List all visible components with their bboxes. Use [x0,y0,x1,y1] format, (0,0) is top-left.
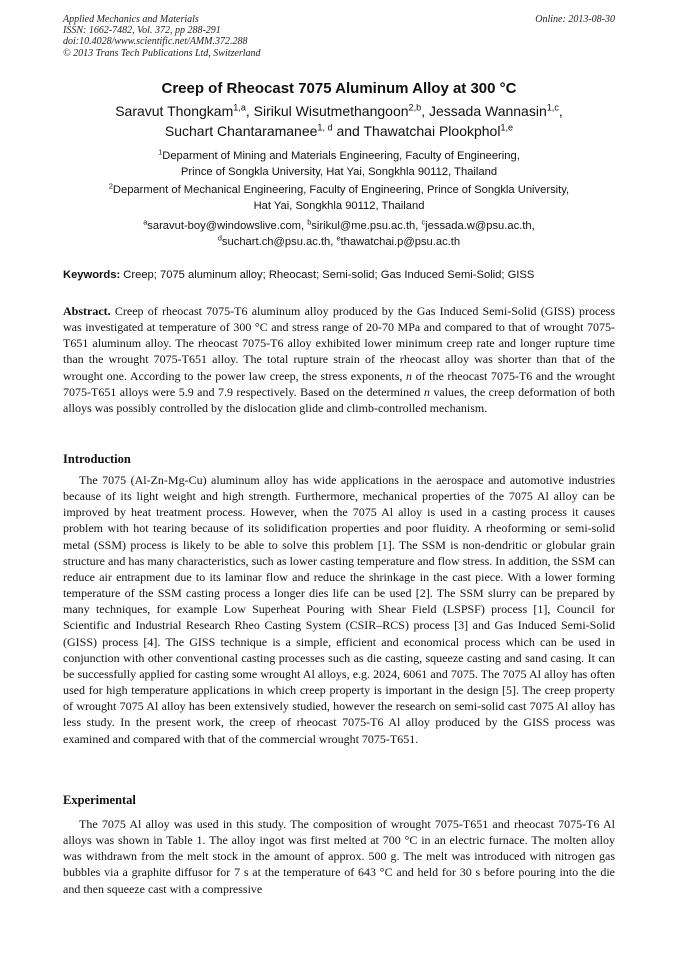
author-marker: 2,b [408,102,422,113]
abstract-text: of the rheocast 7075-T6 and the wrought 7075-T651 alloys were 5.9 and 7.9 respectively. Based on the determined [63,368,615,399]
abstract-text: Creep of rheocast 7075-T6 aluminum alloy produced by the Gas Induced Semi-Solid (GISS) process was investigated at temperature of 300 °C and stress range of 20-70 MPa and compared to that of wrought 7075-T651 aluminum alloy. The rheocast 7075-T6 alloy exhibited lower minimum creep rate and longer rupture time than the wrought 7075-T651 alloy. The total rupture strain of the rheocast alloy was shorter than that of the wrought one. According to the power law creep, the stress exponents, [63,304,615,383]
affiliation-marker: 2 [108,181,113,191]
author-marker: 1,a [233,102,246,113]
email-address: sirikul@me.psu.ac.th, [311,220,422,232]
abstract-text: values, the creep deformation of both alloys was possibly controlled by the dislocation glide and climb-controlled mechanism. [63,384,615,415]
author-name: , Sirikul Wisutmethangoon [245,103,409,119]
online-date: Online: 2013-08-30 [535,14,615,25]
journal-name: Applied Mechanics and Materials [63,14,199,25]
copyright-line: © 2013 Trans Tech Publications Ltd, Switzerland [63,47,261,59]
affiliation-text: Deparment of Mechanical Engineering, Faculty of Engineering, Prince of Songkla University, [112,184,570,196]
keywords-text: Creep; 7075 aluminum alloy; Rheocast; Semi-solid; Gas Induced Semi-Solid; GISS [120,269,535,281]
affiliation-line: Prince of Songkla University, Hat Yai, Songkhla 90112, Thailand [180,165,498,178]
email-address: thawatchai.p@psu.ac.th [340,235,461,248]
author-line-2 [50,122,628,142]
abstract-paragraph [63,303,615,416]
author-list [50,102,628,141]
author-separator: , [558,103,563,119]
affiliation-line [60,149,618,165]
author-marker: 1,c [546,102,559,113]
affiliation-text: Deparment of Mining and Materials Engineering, Faculty of Engineering, [162,150,520,162]
email-marker: b [307,217,312,227]
affiliation-2 [60,183,618,214]
email-marker: c [421,217,426,227]
stress-exponent-symbol: n [423,384,430,399]
affiliation-line [60,183,618,199]
doi-line: doi:10.4028/www.scientific.net/AMM.372.288 [63,36,248,48]
keywords [63,268,618,282]
author-name: Suchart Chantaramanee [164,122,318,139]
email-marker: e [336,232,341,242]
experimental-paragraph: The 7075 Al alloy was used in this study. The composition of wrought 7075-T651 and rheocast 7075-T6 Al alloys was shown in Table 1. The alloy ingot was first melted at 700 °C in an electric furnace. The molten alloy was withdrawn from the melt stock in the amount of approx. 500 g. The melt was introduced with nitrogen gas bubbles via a graphite diffusor for 7 s at the temperature of 643 °C and held for 30 s before pouring into the die and then squeeze cast with a compressive [63,817,615,896]
affiliation-marker: 1 [158,147,163,157]
email-address: suchart.ch@psu.ac.th, [221,235,337,248]
author-name: Saravut Thongkam [115,103,234,119]
affiliation-line: Hat Yai, Songkhla 90112, Thailand [253,199,425,212]
introduction-paragraph: The 7075 (Al-Zn-Mg-Cu) aluminum alloy has wide applications in the aerospace and automotive industries because of its light weight and high strength. Furthermore, mechanical properties of the 7075 Al alloy can be improved by heat treatment process. However, when the 7075 Al alloy is used in a casting process it causes problem with hot tearing because of its solidification properties and poor fluidity. A rheoforming or semi-solid metal (SSM) process is likely to be able to solve this problem [1]. The SSM is non-dendritic or globular grain structure and has many characteristics, such as lower casting temperature and flow stress. In addition, the SSM can reduce air entrapment due to its laminar flow and reduce the shrinkage in the cast piece. With a lower forming temperature of the SSM casting process a longer dies life can be used [2]. The SSM slurry can be prepared by many techniques, for example Low Superheat Pouring with Shear Field (LSPSF) process [1], Council for Scientific and Industrial Research Rheo Casting System (CSIR–RCS) process [3] and Gas Induced Semi-Solid (GISS) process [4]. The GISS technique is a simple, efficient and economical process which can be used in conjunction with other conventional casting processes such as die casting, squeeze casting and sand casing. It can be successfully applied for casting some wrought Al alloys, e.g. 2024, 6061 and 7075. The 7075 Al alloy has often used for high temperature applications in which creep property is important in the design [5]. The creep property of wrought 7075 Al alloy has been extensively studied, however the research on semi-solid cast 7075 Al alloy has less study. In the present work, the creep of rheocast 7075-T6 Al alloy produced by the GISS process was examined and compared with that of the commercial wrought 7075-T651. [63,473,615,746]
author-name: , Jessada Wannasin [421,103,547,119]
email-list [60,219,618,250]
author-marker: 1, d [317,121,333,132]
author-name: and Thawatchai Plookphol [332,122,501,139]
journal-header [63,14,615,59]
experimental-heading: Experimental [63,793,136,807]
email-address: saravut-boy@windowslive.com, [147,220,308,232]
author-marker: 1,e [500,121,514,132]
keywords-label: Keywords: [63,269,121,281]
email-marker: a [143,217,148,227]
paper-title: Creep of Rheocast 7075 Aluminum Alloy at 300 °C [161,80,517,97]
author-line-1 [50,102,628,122]
issn-line: ISSN: 1662-7482, Vol. 372, pp 288-291 [63,25,221,37]
abstract-label: Abstract. [63,304,111,318]
stress-exponent-symbol: n [405,368,412,383]
email-marker: d [217,232,222,242]
affiliation-1 [60,149,618,180]
introduction-heading: Introduction [63,452,131,466]
email-address: jessada.w@psu.ac.th, [425,220,535,232]
email-line-2 [60,232,618,251]
